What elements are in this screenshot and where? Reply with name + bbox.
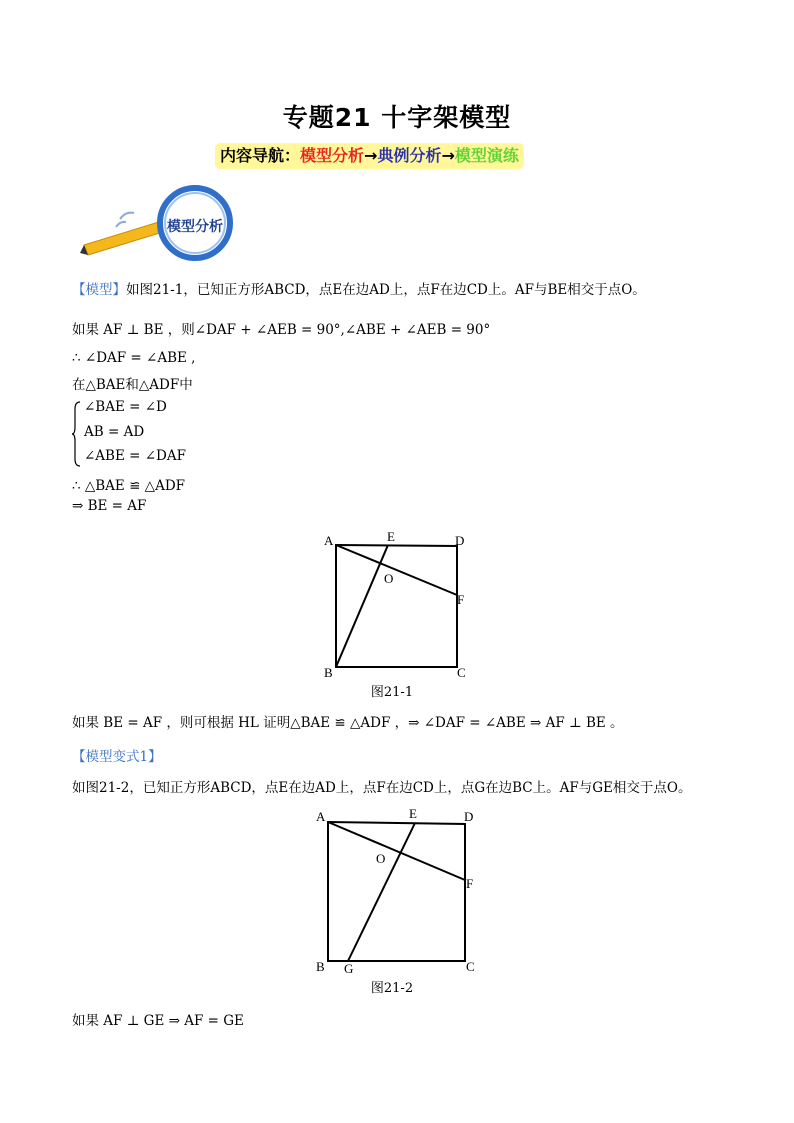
variant-1-tag: 【模型变式1】: [72, 749, 162, 765]
model-tag: 【模型】: [72, 282, 126, 298]
point-label-f: F: [457, 592, 465, 607]
vertex-label-c: C: [466, 959, 475, 974]
figure-21-1: [318, 528, 478, 680]
model-line-1: 如果 AF ⊥ BE ，则∠DAF + ∠AEB = 90°,∠ABE + ∠AEB = 90°: [72, 322, 491, 338]
point-label-g: G: [344, 961, 354, 975]
converse-line: 如果 BE = AF ，则可根据 HL 证明△BAE ≌ △ADF ，⇒ ∠DAF = ∠ABE ⇒ AF ⊥ BE 。: [72, 715, 624, 731]
left-brace-icon: [72, 401, 82, 467]
vertex-label-c: C: [457, 665, 466, 680]
nav-arrow-icon: →: [441, 146, 455, 165]
model-line-3: 在△BAE和△ADF中: [72, 377, 193, 393]
point-label-f: F: [466, 876, 474, 891]
system-eq-1: ∠BAE = ∠D: [84, 399, 167, 415]
variant-1-intro: 如图21-2，已知正方形ABCD，点E在边AD上，点F在边CD上，点G在边BC上。AF与GE相交于点O。: [72, 780, 692, 796]
point-label-o: O: [384, 571, 394, 586]
nav-item-model-analysis[interactable]: 模型分析: [300, 146, 365, 165]
vertex-label-a: A: [316, 809, 326, 824]
figure-21-2: [312, 803, 482, 975]
model-intro: [72, 278, 646, 298]
nav-item-example-analysis[interactable]: 典例分析: [377, 146, 442, 165]
nav-lead: 内容导航：: [220, 146, 301, 165]
vertex-label-e: E: [387, 529, 395, 544]
figure-21-2-caption: 图21-2: [370, 981, 414, 996]
vertex-label-e: E: [409, 806, 417, 821]
model-line-4: ∴ △BAE ≌ △ADF: [72, 478, 186, 494]
vertex-label-b: B: [316, 959, 325, 974]
model-line-2: ∴ ∠DAF = ∠ABE ,: [72, 350, 196, 366]
page-title: 专题21 十字架模型: [282, 103, 512, 132]
nav-item-model-practice[interactable]: 模型演练: [454, 146, 519, 165]
vertex-label-d: D: [464, 809, 474, 824]
content-navigation: [215, 143, 524, 169]
vertex-label-d: D: [455, 533, 465, 548]
nav-arrow-icon: →: [364, 146, 378, 165]
vertex-label-a: A: [324, 533, 334, 548]
model-intro-text: 如图21-1，已知正方形ABCD，点E在边AD上，点F在边CD上。AF与BE相交于点O。: [126, 282, 646, 298]
system-eq-2: AB = AD: [84, 424, 145, 440]
variant-1-conclusion: 如果 AF ⊥ GE ⇒ AF = GE: [72, 1013, 244, 1029]
figure-21-1-caption: 图21-1: [370, 685, 414, 700]
model-line-5: ⇒ BE = AF: [72, 498, 147, 514]
system-eq-3: ∠ABE = ∠DAF: [84, 448, 186, 464]
vertex-label-b: B: [324, 665, 333, 680]
point-label-o: O: [376, 851, 386, 866]
section-badge-label: 模型分析: [167, 219, 223, 235]
